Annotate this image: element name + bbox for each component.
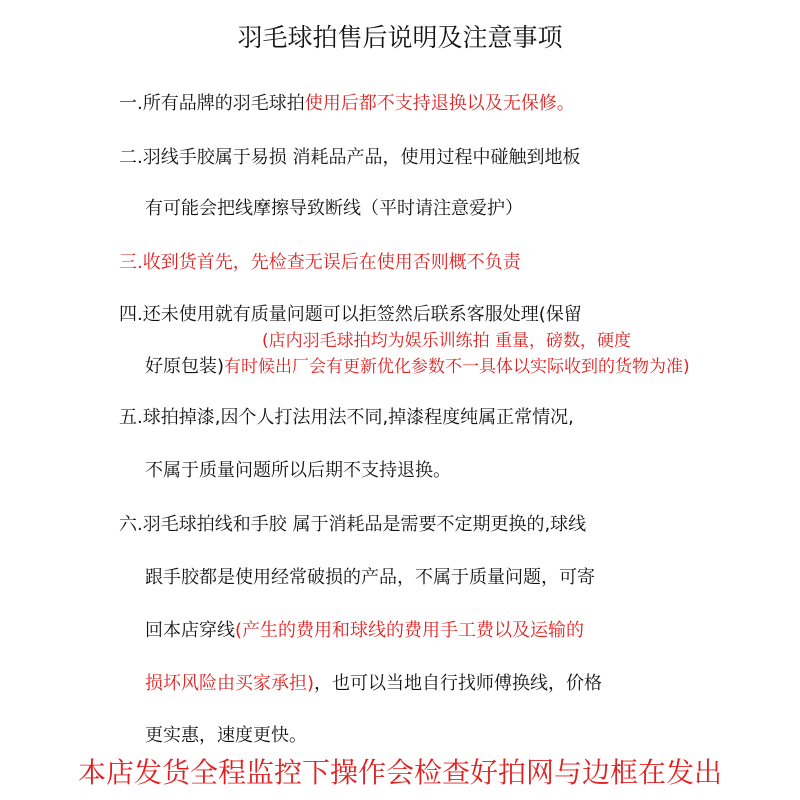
item-six-line-2: 跟手胶都是使用经常破损的产品，不属于质量问题，可寄 — [145, 567, 595, 588]
item-six-line-3-note: (产生的费用和球线的费用手工费以及运输的 — [235, 620, 585, 641]
item-six-line-3-text: 回本店穿线 — [145, 620, 235, 641]
item-two-line-2: 有可能会把线摩擦导致断线（平时请注意爱护） — [145, 198, 523, 219]
item-six-line-5: 更实惠，速度更快。 — [145, 725, 307, 746]
item-six-line-4 — [145, 672, 602, 696]
item-one — [119, 92, 575, 116]
item-five-line-2: 不属于质量问题所以后期不支持退换。 — [145, 460, 451, 481]
item-one-text: 一.所有品牌的羽毛球拍 — [119, 93, 305, 114]
item-one-warning: 使用后都不支持退换以及无保修。 — [304, 93, 575, 114]
page-title: 羽毛球拍售后说明及注意事项 — [237, 23, 563, 52]
item-four-line-3 — [145, 355, 690, 379]
item-four-line-3-text: 好原包装) — [145, 356, 225, 377]
item-six-line-1: 六.羽毛球拍线和手胶 属于消耗品是需要不定期更换的,球线 — [119, 514, 587, 535]
item-six-line-4-text: ，也可以当地自行找师傅换线，价格 — [314, 673, 603, 694]
item-four-line-3-note: 有时候出厂会有更新优化参数不一具体以实际收到的货物为准) — [224, 357, 690, 377]
item-four-line-1: 四.还未使用就有质量问题可以拒签然后联系客服处理(保留 — [119, 304, 582, 325]
item-five-line-1: 五.球拍掉漆,因个人打法用法不同,掉漆程度纯属正常情况, — [119, 407, 574, 428]
item-six-line-3 — [145, 619, 584, 643]
item-six-line-4-note: 损坏风险由买家承担) — [145, 673, 315, 694]
item-three: 三.收到货首先，先检查无误后在使用否则概不负责 — [119, 252, 521, 273]
shipping-notice: 本店发货全程监控下操作会检查好拍网与边框在发出 — [77, 756, 722, 789]
item-four-note: (店内羽毛球拍均为娱乐训练拍 重量，磅数，硬度 — [262, 331, 632, 351]
item-two-line-1: 二.羽线手胶属于易损 消耗品产品，使用过程中碰触到地板 — [119, 147, 581, 168]
